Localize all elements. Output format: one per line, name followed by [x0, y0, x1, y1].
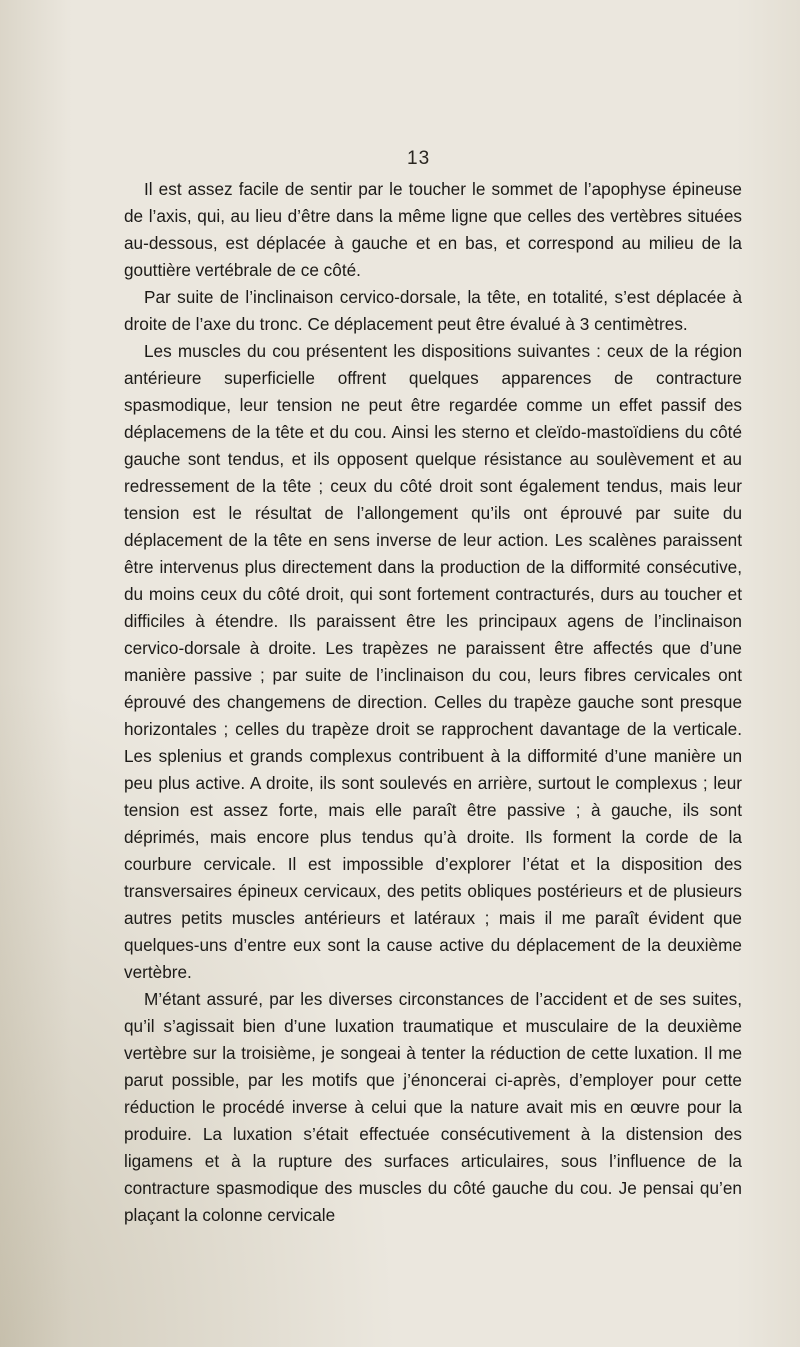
paragraph: Les muscles du cou présentent les dispositions suivantes : ceux de la région antérieure superficielle offrent quelques apparences de contracture spasmodique, leur tension ne peut être regardée comme un effet passif des déplacemens de la tête et du cou. Ainsi les sterno et cleïdo-mastoïdiens du côté gauche sont tendus, et ils opposent quelque résistance au soulèvement et au redressement de la tête ; ceux du côté droit sont également tendus, mais leur tension est le résultat de l’allongement qu’ils ont éprouvé par suite du déplacement de la tête en sens inverse de leur action. Les scalènes paraissent être intervenus plus directement dans la production de la difformité consécutive, du moins ceux du côté droit, qui sont fortement contracturés, durs au toucher et difficiles à étendre. Ils paraissent être les principaux agens de l’inclinaison cervico-dorsale à droite. Les trapèzes ne paraissent être affectés que d’une manière passive ; par suite de l’inclinaison du cou, leurs fibres cervicales ont éprouvé des changemens de direction. Celles du trapèze gauche sont presque horizontales ; celles du trapèze droit se rapprochent davantage de la verticale. Les splenius et grands complexus contribuent à la difformité d’une manière un peu plus active. A droite, ils sont soulevés en arrière, surtout le complexus ; leur tension est assez forte, mais elle paraît être passive ; à gauche, ils sont déprimés, mais encore plus tendus qu’à droite. Ils forment la corde de la courbure cervicale. Il est impossible d’explorer l’état et la disposition des transversaires épineux cervicaux, des petits obliques postérieurs et de plusieurs autres petits muscles antérieurs et latéraux ; mais il me paraît évident que quelques-uns d’entre eux sont la cause active du déplacement de la deuxième vertèbre. — [124, 341, 742, 982]
body-text — [124, 176, 742, 1229]
paragraph: Par suite de l’inclinaison cervico-dorsale, la tête, en totalité, s’est déplacée à droite de l’axe du tronc. Ce déplacement peut être évalué à 3 centimètres. — [124, 287, 742, 334]
page-number: 13 — [407, 148, 431, 169]
paragraph: Il est assez facile de sentir par le toucher le sommet de l’apophyse épineuse de l’axis, qui, au lieu d’être dans la même ligne que celles des vertèbres situées au-dessous, est déplacée à gauche et en bas, et correspond au milieu de la gouttière vertébrale de ce côté. — [124, 179, 742, 280]
paragraph: M’étant assuré, par les diverses circonstances de l’accident et de ses suites, qu’il s’agissait bien d’une luxation traumatique et musculaire de la deuxième vertèbre sur la troisième, je songeai à tenter la réduction de cette luxation. Il me parut possible, par les motifs que j’énoncerai ci-après, d’employer pour cette réduction le procédé inverse à celui que la nature avait mis en œuvre pour la produire. La luxation s’était effectuée consécutivement à la distension des ligamens et à la rupture des surfaces articulaires, sous l’influence de la contracture spasmodique des muscles du côté gauche du cou. Je pensai qu’en plaçant la colonne cervicale — [124, 989, 742, 1225]
